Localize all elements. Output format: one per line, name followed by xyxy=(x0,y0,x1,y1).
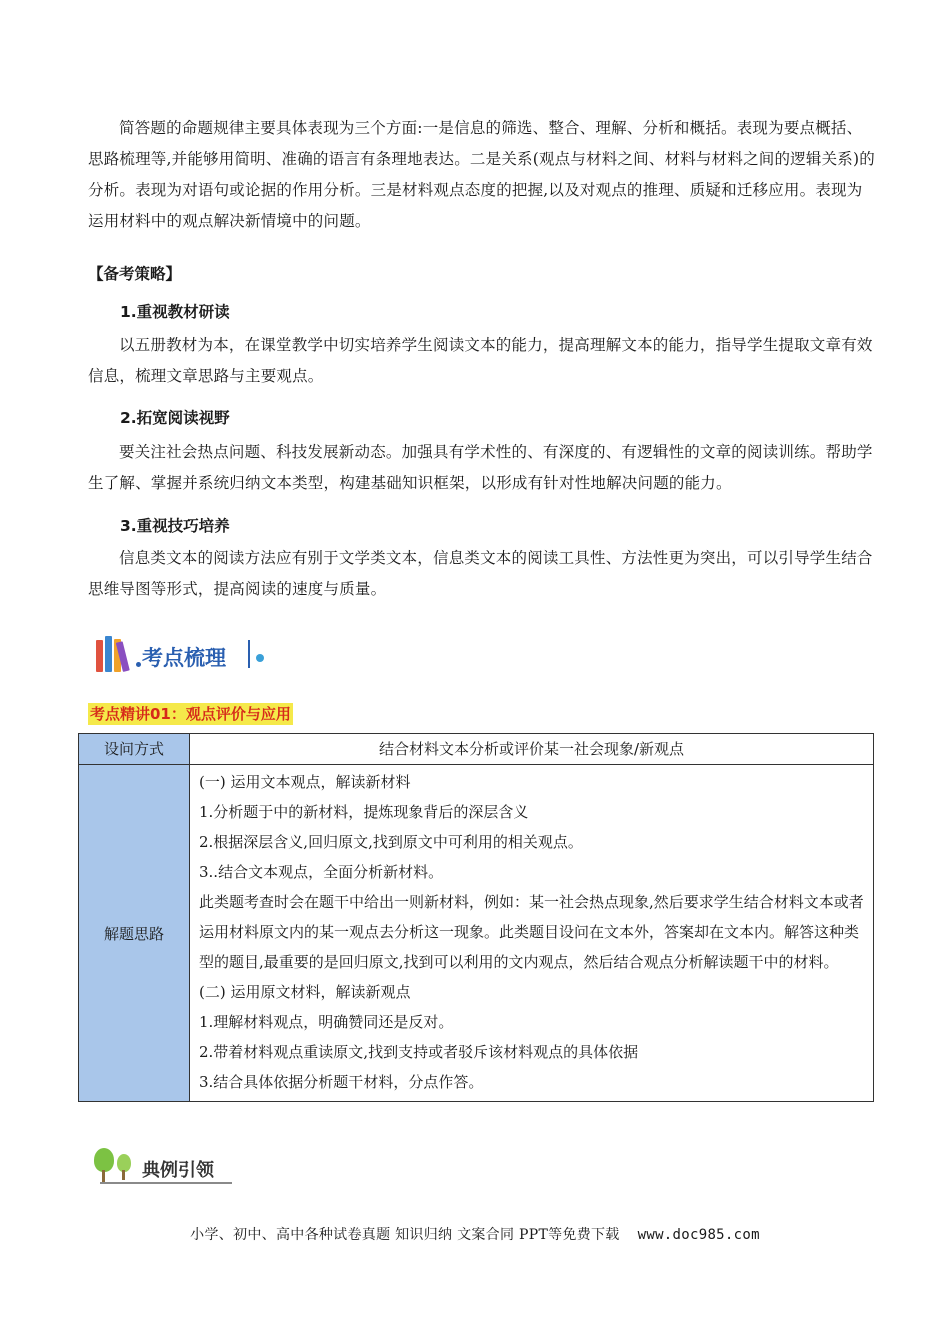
table-header-right: 结合材料文本分析或评价某一社会现象/新观点 xyxy=(190,734,874,765)
banner-bar-icon xyxy=(248,640,250,668)
table-row-content xyxy=(190,765,874,1102)
banner-underline xyxy=(100,1182,232,1184)
footer-url[interactable]: www.doc985.com xyxy=(637,1227,760,1243)
table-line: 2.根据深层含义,回归原文,找到原文中可利用的相关观点。 xyxy=(199,833,583,851)
example-banner xyxy=(92,1148,237,1186)
table-line: 3.结合具体依据分析题干材料，分点作答。 xyxy=(199,1073,484,1091)
tree-icon xyxy=(92,1148,116,1182)
strategy-item-2-text: 要关注社会热点问题、科技发展新动态。加强具有学术性的、有深度的、有逻辑性的文章的阅读训练。帮助学生了解、掌握并系统归纳文本类型，构建基础知识框架，以形成有针对性地解决问题的能力。 xyxy=(88,443,873,492)
table-row-label: 解题思路 xyxy=(79,765,190,1102)
books-icon xyxy=(96,636,136,672)
strategy-item-2-title: 2.拓宽阅读视野 xyxy=(120,409,230,427)
table-line: 2.带着材料观点重读原文,找到支持或者驳斥该材料观点的具体依据 xyxy=(199,1043,639,1061)
table-header-row xyxy=(79,734,874,765)
section-title: 考点精讲01：观点评价与应用 xyxy=(90,705,291,723)
table-line: 1.分析题于中的新材料，提炼现象背后的深层含义 xyxy=(199,803,529,821)
strategy-heading: 【备考策略】 xyxy=(88,265,182,283)
banner-circle-icon xyxy=(256,654,264,662)
review-banner-title: 考点梳理 xyxy=(142,646,226,670)
strategy-item-1-text: 以五册教材为本，在课堂教学中切实培养学生阅读文本的能力，提高理解文本的能力，指导学生提取文章有效信息，梳理文章思路与主要观点。 xyxy=(88,336,873,385)
footer-text: 小学、初中、高中各种试卷真题 知识归纳 文案合同 PPT等免费下载 xyxy=(190,1227,620,1243)
review-banner xyxy=(96,632,276,678)
table-line: 1.理解材料观点，明确赞同还是反对。 xyxy=(199,1013,454,1031)
table-line: (一) 运用文本观点，解读新材料 xyxy=(199,773,411,791)
table-line: (二) 运用原文材料，解读新观点 xyxy=(199,983,411,1001)
example-banner-title: 典例引领 xyxy=(142,1160,214,1181)
page-footer xyxy=(0,1224,950,1244)
table-row xyxy=(79,765,874,1102)
strategy-item-1-title: 1.重视教材研读 xyxy=(120,303,230,321)
small-tree-icon xyxy=(114,1152,134,1182)
table-line: 3..结合文本观点，全面分析新材料。 xyxy=(199,863,444,881)
table-line: 此类题考查时会在题干中给出一则新材料，例如：某一社会热点现象,然后要求学生结合材料文本或者运用材料原文内的某一观点去分析这一现象。此类题目设问在文本外，答案却在文本内。解答这种类型的题目,最重要的是回归原文,找到可以利用的文内观点，然后结合观点分析解读题干中的材料。 xyxy=(199,893,864,971)
intro-paragraph: 简答题的命题规律主要具体表现为三个方面:一是信息的筛选、整合、理解、分析和概括。表现为要点概括、思路梳理等,并能够用简明、准确的语言有条理地表达。二是关系(观点与材料之间、材料与材料之间的逻辑关系)的分析。表现为对语句或论据的作用分析。三是材料观点态度的把握,以及对观点的推理、质疑和迁移应用。表现为运用材料中的观点解决新情境中的问题。 xyxy=(88,119,875,230)
table-header-left: 设问方式 xyxy=(79,734,190,765)
banner-dot-icon xyxy=(136,662,141,667)
strategy-item-3-title: 3.重视技巧培养 xyxy=(120,517,230,535)
method-table xyxy=(78,733,874,1102)
strategy-item-3-text: 信息类文本的阅读方法应有别于文学类文本，信息类文本的阅读工具性、方法性更为突出，可以引导学生结合思维导图等形式，提高阅读的速度与质量。 xyxy=(88,549,873,598)
